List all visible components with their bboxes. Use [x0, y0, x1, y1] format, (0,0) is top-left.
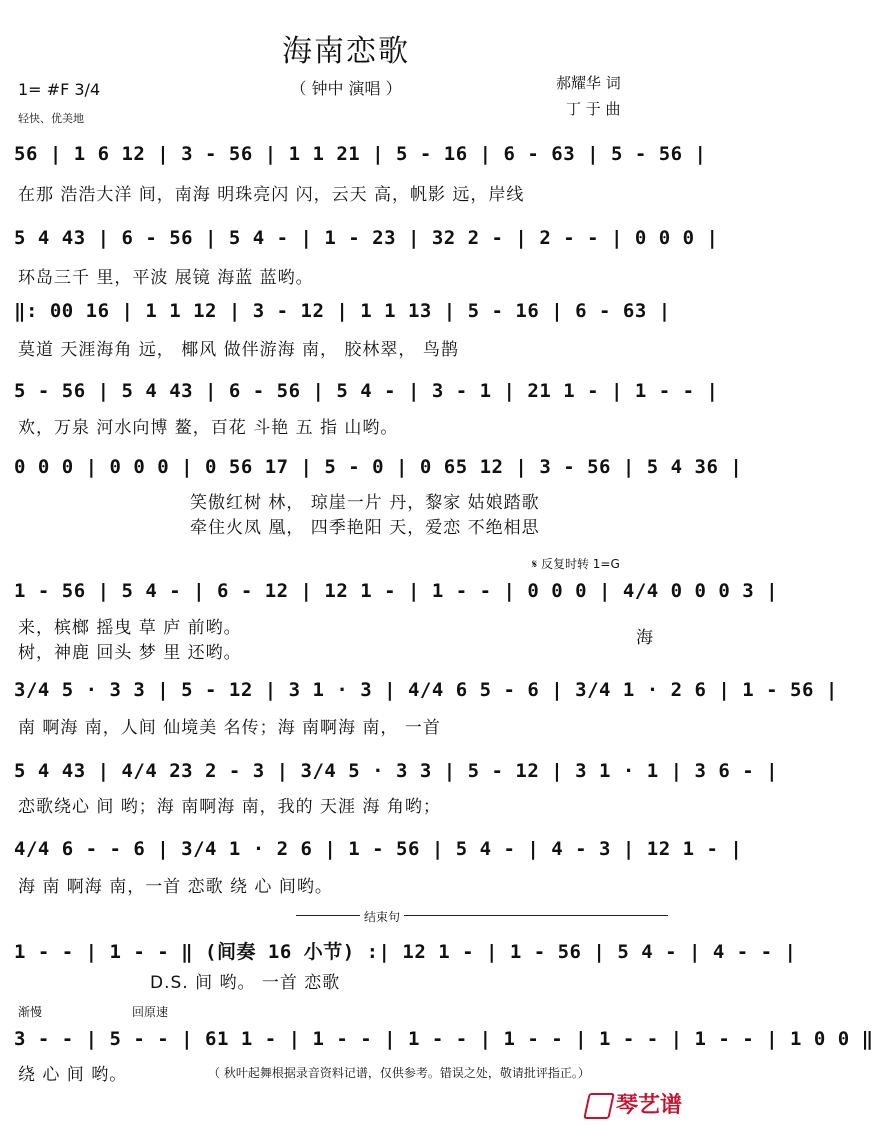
- score-row-4: 5 - 56 | 5 4 43 | 6 - 56 | 5 4 - | 3 - 1 | 21 1 - | 1 - - |: [14, 380, 719, 402]
- score-row-11: 3 - - | 5 - - | 61 1 - | 1 - - | 1 - - | 1 - - | 1 - - | 1 - - | 1 0 0 ‖: [14, 1028, 874, 1050]
- logo-icon: [583, 1093, 615, 1119]
- lyric-row-7: 南 啊海 南，人间 仙境美 名传；海 南啊海 南， 一首: [18, 718, 441, 738]
- lyric-row-8: 恋歌绕心 间 哟；海 南啊海 南，我的 天涯 海 角哟；: [18, 797, 441, 817]
- lyric-row-10: D.S. 间 哟。 一首 恋歌: [150, 973, 341, 993]
- score-row-6: 1 - 56 | 5 4 - | 6 - 12 | 12 1 - | 1 - - | 0 0 0 | 4/4 0 0 0 3 |: [14, 580, 779, 602]
- lyric-row-9: 海 南 啊海 南，一首 恋歌 绕 心 间哟。: [18, 877, 333, 897]
- lyricist: 郝耀华 词: [556, 74, 621, 92]
- score-row-9: 4/4 6 - - 6 | 3/4 1 · 2 6 | 1 - 56 | 5 4 - | 4 - 3 | 12 1 - |: [14, 838, 743, 860]
- lyric-row-6b: 树，神鹿 回头 梦 里 还哟。: [18, 643, 242, 663]
- lyric-row-2: 环岛三千 里，平波 展镜 海蓝 蓝哟。: [18, 268, 314, 288]
- singer-line: （ 钟中 演唱 ）: [290, 79, 402, 98]
- repeat-note: 𝄋 反复时转 1=G: [532, 557, 620, 571]
- score-row-10: 1 - - | 1 - - ‖ (间奏 16 小节) :| 12 1 - | 1 - 56 | 5 4 - | 4 - - |: [14, 941, 797, 963]
- score-row-5: 0 0 0 | 0 0 0 | 0 56 17 | 5 - 0 | 0 65 12 | 3 - 56 | 5 4 36 |: [14, 456, 743, 478]
- lyric-row-6a: 来，槟榔 摇曳 草 庐 前哟。: [18, 618, 242, 638]
- lyric-row-4: 欢，万泉 河水向博 鳌，百花 斗艳 五 指 山哟。: [18, 418, 399, 438]
- lyric-side-char: 海: [636, 628, 654, 648]
- lyric-row-5a: 笑傲红树 林， 琼崖一片 丹，黎家 姑娘踏歌: [190, 493, 540, 513]
- end-phrase-label: 结束句: [360, 908, 404, 925]
- score-row-7: 3/4 5 · 3 3 | 5 - 12 | 3 1 · 3 | 4/4 6 5 - 6 | 3/4 1 · 2 6 | 1 - 56 |: [14, 679, 838, 701]
- composer: 丁 于 曲: [566, 100, 621, 118]
- key-signature: 1= #F 3/4: [18, 80, 101, 99]
- resume-marking: 回原速: [132, 1005, 169, 1019]
- score-row-8: 5 4 43 | 4/4 23 2 - 3 | 3/4 5 · 3 3 | 5 - 12 | 3 1 · 1 | 3 6 - |: [14, 760, 779, 782]
- score-row-3: ‖: 00 16 | 1 1 12 | 3 - 12 | 1 1 13 | 5 - 16 | 6 - 63 |: [14, 300, 671, 322]
- lyric-row-5b: 牵住火凤 凰， 四季艳阳 天，爱恋 不绝相思: [190, 518, 540, 538]
- page-title: 海南恋歌: [282, 34, 410, 69]
- tempo-marking: 轻快、优美地: [18, 112, 84, 125]
- lyric-row-1: 在那 浩浩大洋 间，南海 明珠亮闪 闪，云天 高，帆影 远，岸线: [18, 185, 525, 205]
- end-phrase-line: [296, 915, 668, 916]
- slow-marking: 渐慢: [18, 1005, 43, 1019]
- site-logo: 琴艺谱: [586, 1088, 682, 1119]
- score-row-1: 56 | 1 6 12 | 3 - 56 | 1 1 21 | 5 - 16 | 6 - 63 | 5 - 56 |: [14, 143, 707, 165]
- score-row-2: 5 4 43 | 6 - 56 | 5 4 - | 1 - 23 | 32 2 - | 2 - - | 0 0 0 |: [14, 227, 719, 249]
- footnote: （ 秋叶起舞根据录音资料记谱，仅供参考。错误之处，敬请批评指正。）: [208, 1066, 590, 1080]
- lyric-row-3: 莫道 天涯海角 远， 椰风 做伴游海 南， 胶林翠， 鸟鹊: [18, 340, 459, 360]
- lyric-row-11: 绕 心 间 哟。: [18, 1065, 128, 1085]
